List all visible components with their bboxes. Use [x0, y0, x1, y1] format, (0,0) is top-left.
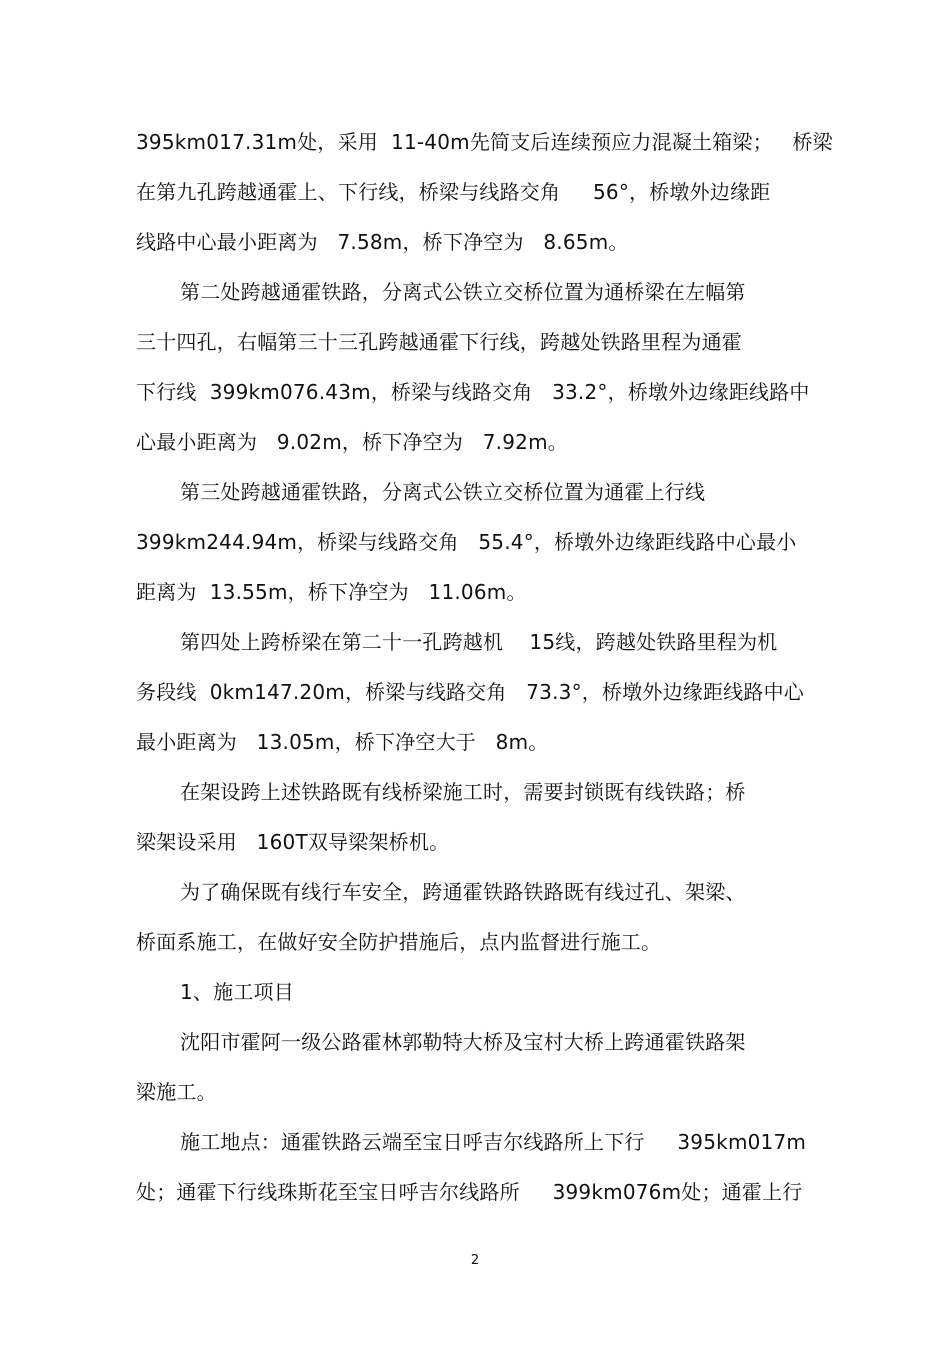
- paragraph-start-line: 沈阳市霍阿一级公路霍林郭勒特大桥及宝村大桥上跨通霍铁路架: [180, 1030, 746, 1054]
- text-line: 梁施工。: [136, 1080, 217, 1104]
- paragraph-start-line: 在架设跨上述铁路既有线桥梁施工时，需要封锁既有线铁路；桥: [180, 780, 746, 804]
- text-line: 处；通霍下行线珠斯花至宝日呼吉尔线路所 399km076m处；通霍上行: [136, 1180, 803, 1204]
- paragraph-start-line: 第四处上跨桥梁在第二十一孔跨越机 15线，跨越处铁路里程为机: [180, 630, 778, 654]
- text-line: 距离为 13.55m，桥下净空为 11.06m。: [136, 580, 527, 604]
- page-number: 2: [470, 1253, 480, 1268]
- text-line: 399km244.94m，桥梁与线路交角 55.4°，桥墩外边缘距线路中心最小: [136, 530, 797, 554]
- paragraph-start-line: 为了确保既有线行车安全，跨通霍铁路铁路既有线过孔、架梁、: [180, 880, 746, 904]
- text-line: 在第九孔跨越通霍上、下行线，桥梁与线路交角 56°，桥墩外边缘距: [136, 180, 771, 204]
- section-heading: 1、施工项目: [180, 980, 294, 1004]
- text-line: 下行线 399km076.43m，桥梁与线路交角 33.2°，桥墩外边缘距线路中: [136, 380, 810, 404]
- text-line: 桥面系施工，在做好安全防护措施后，点内监督进行施工。: [136, 930, 662, 954]
- paragraph-start-line: 施工地点：通霍铁路云端至宝日呼吉尔线路所上下行 395km017m: [180, 1130, 807, 1154]
- text-line: 心最小距离为 9.02m，桥下净空为 7.92m。: [136, 430, 568, 454]
- text-line: 395km017.31m处，采用 11-40m先简支后连续预应力混凝土箱梁； 桥梁: [136, 130, 833, 154]
- text-line: 最小距离为 13.05m，桥下净空大于 8m。: [136, 730, 549, 754]
- text-line: 三十四孔，右幅第三十三孔跨越通霍下行线，跨越处铁路里程为通霍: [136, 330, 742, 354]
- text-line: 梁架设采用 160T双导梁架桥机。: [136, 830, 450, 854]
- paragraph-start-line: 第三处跨越通霍铁路，分离式公铁立交桥位置为通霍上行线: [180, 480, 706, 504]
- text-line: 线路中心最小距离为 7.58m，桥下净空为 8.65m。: [136, 230, 629, 254]
- paragraph-start-line: 第二处跨越通霍铁路，分离式公铁立交桥位置为通桥梁在左幅第: [180, 280, 746, 304]
- text-line: 务段线 0km147.20m，桥梁与线路交角 73.3°，桥墩外边缘距线路中心: [136, 680, 804, 704]
